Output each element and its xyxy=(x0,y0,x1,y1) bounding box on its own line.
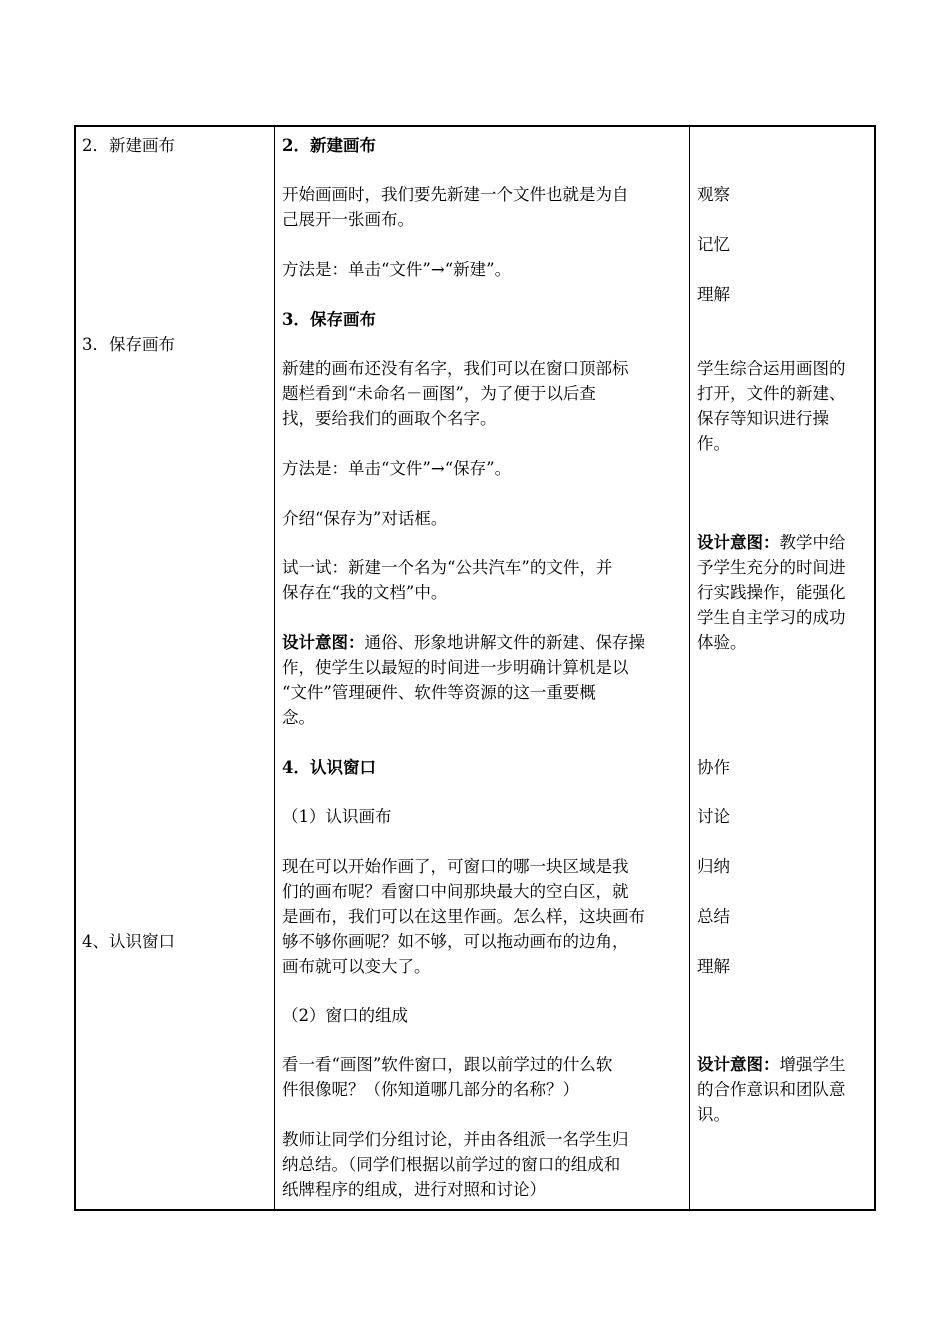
paragraph-line: 纳总结。（同学们根据以前学过的窗口的组成和 xyxy=(282,1155,621,1174)
paragraph-line: 教师让同学们分组讨论，并由各组派一名学生归 xyxy=(282,1130,629,1149)
design-intent-label: 设计意图： xyxy=(697,1055,780,1074)
heading-know-window: 4．认识窗口 xyxy=(282,758,376,777)
activity-understand: 理解 xyxy=(697,285,730,304)
design-intent-line: 予学生充分的时间进 xyxy=(697,558,846,577)
activity-line: 保存等知识进行操 xyxy=(697,409,829,428)
paragraph-line: 新建的画布还没有名字，我们可以在窗口顶部标 xyxy=(282,359,629,378)
paragraph-line: 现在可以开始作画了，可窗口的哪一块区域是我 xyxy=(282,857,629,876)
design-intent-line xyxy=(697,530,846,555)
activity-discuss: 讨论 xyxy=(697,807,730,826)
activity-line: 作。 xyxy=(697,434,730,453)
column-divider-2 xyxy=(689,127,690,1209)
activity-remember: 记忆 xyxy=(697,235,730,254)
section-new-canvas: 2．新建画布 xyxy=(82,136,175,155)
paragraph-line: 开始画画时，我们要先新建一个文件也就是为自 xyxy=(282,185,629,204)
section-know-window: 4、认识窗口 xyxy=(82,932,175,951)
design-intent-label: 设计意图： xyxy=(697,533,780,552)
paragraph-line: 看一看“画图”软件窗口，跟以前学过的什么软 xyxy=(282,1055,613,1074)
activity-induce: 归纳 xyxy=(697,857,730,876)
paragraph-line: 纸牌程序的组成，进行对照和讨论） xyxy=(282,1180,546,1199)
paragraph-line: 件很像呢？（你知道哪几部分的名称？） xyxy=(282,1080,579,1099)
design-intent-line: 识。 xyxy=(697,1105,730,1124)
paragraph-line: 是画布，我们可以在这里作画。怎么样，这块画布 xyxy=(282,907,645,926)
column-divider-1 xyxy=(274,127,275,1209)
activity-collaborate: 协作 xyxy=(697,758,730,777)
design-intent-line: 念。 xyxy=(282,708,315,727)
subheading-canvas: （1）认识画布 xyxy=(282,807,392,826)
paragraph-line: 们的画布呢？看窗口中间那块最大的空白区，就 xyxy=(282,882,629,901)
try-line: 试一试：新建一个名为“公共汽车”的文件，并 xyxy=(282,558,613,577)
design-intent-text: 增强学生 xyxy=(779,1055,846,1074)
design-intent-text: 通俗、形象地讲解文件的新建、保存操 xyxy=(364,633,645,652)
design-intent-line: 学生自主学习的成功 xyxy=(697,608,846,627)
intro-dialog: 介绍“保存为”对话框。 xyxy=(282,509,448,528)
paragraph-line: 画布就可以变大了。 xyxy=(282,957,431,976)
activity-observe: 观察 xyxy=(697,185,730,204)
heading-new-canvas: 2．新建画布 xyxy=(282,136,376,155)
activity-summarize: 总结 xyxy=(697,907,730,926)
design-intent-line xyxy=(697,1052,846,1077)
paragraph-line: 够不够你画呢？如不够，可以拖动画布的边角， xyxy=(282,932,629,951)
heading-save-canvas: 3．保存画布 xyxy=(282,310,376,329)
paragraph-line: 己展开一张画布。 xyxy=(282,210,414,229)
paragraph-line: 找，要给我们的画取个名字。 xyxy=(282,409,497,428)
design-intent-label: 设计意图： xyxy=(282,633,365,652)
method-new: 方法是：单击“文件”→“新建”。 xyxy=(282,260,512,279)
method-save: 方法是：单击“文件”→“保存”。 xyxy=(282,459,512,478)
activity-line: 学生综合运用画图的 xyxy=(697,359,846,378)
activity-understand: 理解 xyxy=(697,957,730,976)
try-line: 保存在“我的文档”中。 xyxy=(282,583,448,602)
design-intent-text: 教学中给 xyxy=(779,533,846,552)
design-intent-line: 的合作意识和团队意 xyxy=(697,1080,846,1099)
design-intent-line: 行实践操作，能强化 xyxy=(697,583,846,602)
design-intent-line: 作，使学生以最短的时间进一步明确计算机是以 xyxy=(282,658,629,677)
paragraph-line: 题栏看到“未命名－画图”，为了便于以后查 xyxy=(282,384,596,403)
section-save-canvas: 3．保存画布 xyxy=(82,335,175,354)
design-intent-line: “文件”管理硬件、软件等资源的这一重要概 xyxy=(282,683,596,702)
subheading-window-parts: （2）窗口的组成 xyxy=(282,1006,408,1025)
design-intent-line xyxy=(282,630,645,655)
design-intent-line: 体验。 xyxy=(697,633,747,652)
activity-line: 打开，文件的新建、 xyxy=(697,384,846,403)
